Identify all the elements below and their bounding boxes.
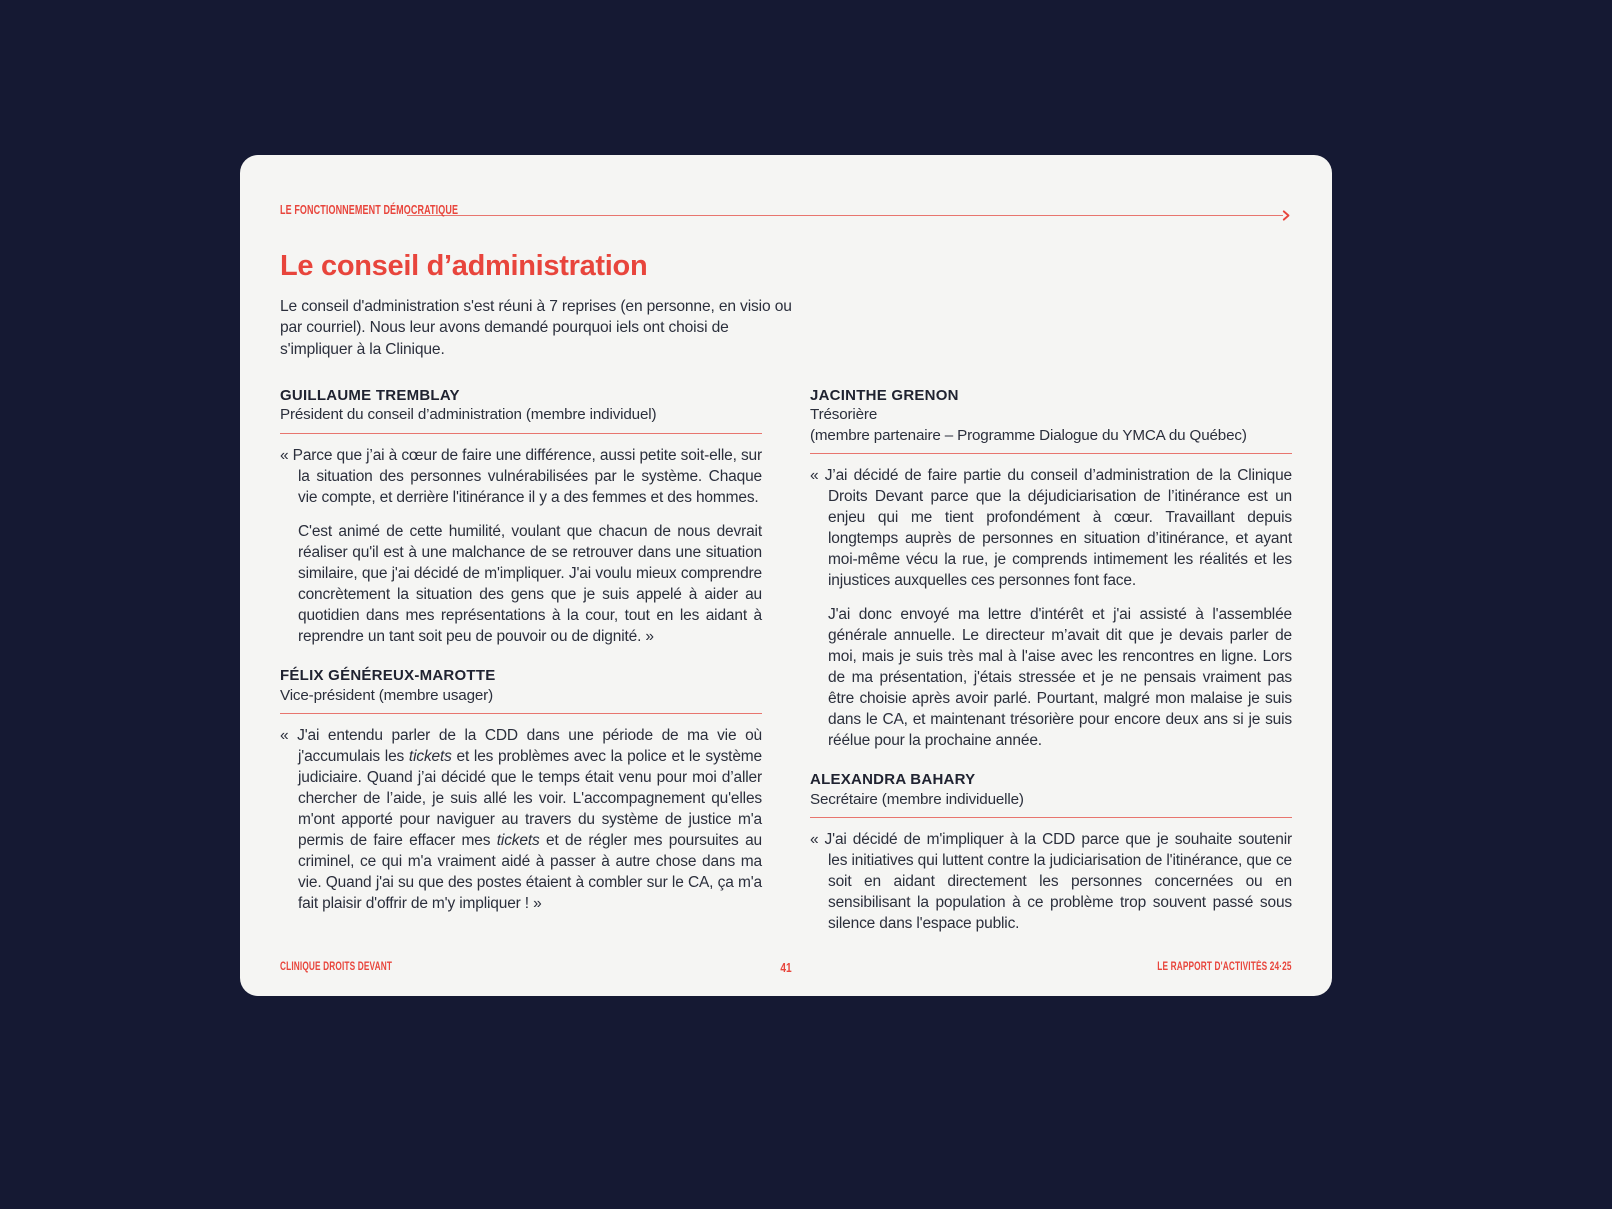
page-number: 41 — [780, 959, 792, 975]
person-block — [280, 386, 762, 647]
person-divider — [280, 713, 762, 714]
page-footer — [280, 938, 1292, 996]
quote-paragraph: « J'ai entendu parler de la CDD dans une période de ma vie où j'accumulais les tickets et les problèmes avec la police et le système judiciaire. Quand j’ai décidé que le temps était venu pour moi d’aller chercher de l’aide, je suis allé les voir. L'accompagnement qu'elles m'ont apporté pour naviguer au travers du système de justice m'a permis de faire effacer mes tickets et de régler mes poursuites au criminel, ce qui m'a vraiment aidé à passer à autre chose dans ma vie. Quand j'ai su que des postes étaient à combler sur le CA, ça m'a fait plaisir d'offrir de m'y impliquer ! » — [280, 727, 762, 913]
person-role: Trésorière (membre partenaire – Programme Dialogue du YMCA du Québec) — [810, 406, 1247, 444]
spacer — [810, 755, 1292, 770]
person-role: Secrétaire (membre individuelle) — [810, 790, 1024, 808]
quote-paragraph: « J’ai décidé de faire partie du conseil d’administration de la Clinique Droits Devant parce que la déjudiciarisation de l’itinérance est un enjeu qui me tient profondément à cœur. Travaillant depuis longtemps auprès de personnes en situation d’itinérance, et ayant moi-même vécu la rue, je comprends intimement les réalités et les injustices auxquelles ces personnes font face. — [810, 467, 1292, 590]
footer-publication: LE RAPPORT D'ACTIVITÉS 24·25 — [1157, 961, 1292, 974]
page-title: Le conseil d’administration — [280, 250, 648, 282]
person-name: FÉLIX GÉNÉREUX-MAROTTE — [280, 667, 496, 685]
person-name: ALEXANDRA BAHARY — [810, 771, 976, 789]
quote-paragraph: C'est animé de cette humilité, voulant que chacun de nous devrait réaliser qu'il est à une malchance de se retrouver dans une situation similaire, que j'ai décidé de m'impliquer. J'ai voulu mieux comprendre concrètement la situation des gens que je suis appelé à aider au quotidien dans mes représentations à la cour, tout en les aidant à reprendre un tant soit peu de pouvoir ou de dignité. » — [298, 523, 762, 646]
section-kicker-label: LE FONCTIONNEMENT DÉMOCRATIQUE — [280, 202, 459, 217]
kicker-rule — [407, 215, 1283, 216]
footer-organization: CLINIQUE DROITS DEVANT — [280, 961, 393, 974]
left-column — [280, 386, 762, 938]
person-block — [810, 386, 1292, 751]
quote-paragraph: « J'ai décidé de m'impliquer à la CDD parce que je souhaite soutenir les initiatives qui luttent contre la judiciarisation de l'itinérance, que ce soit en aidant directement les personnes concernées ou en sensibilisant la population à ce problème trop souvent passé sous silence dans l'espace public. — [810, 831, 1292, 933]
quote-paragraph: « Parce que j’ai à cœur de faire une différence, aussi petite soit-elle, sur la situation des personnes vulnérabilisées par le système. Chaque vie compte, et derrière l'itinérance il y a des femmes et des hommes. — [280, 447, 762, 507]
intro-paragraph: Le conseil d'administration s'est réuni à 7 reprises (en personne, en visio ou par courriel). Nous leur avons demandé pourquoi iels ont choisi de s'impliquer à la Clinique. — [280, 297, 792, 358]
content-columns — [280, 386, 1292, 938]
spacer — [280, 651, 762, 666]
document-page — [240, 155, 1332, 996]
person-name: GUILLAUME TREMBLAY — [280, 386, 460, 404]
person-divider — [810, 453, 1292, 454]
person-divider — [280, 433, 762, 434]
person-name: JACINTHE GRENON — [810, 386, 959, 404]
quote-paragraph: J'ai donc envoyé ma lettre d'intérêt et j'ai assisté à l'assemblée générale annuelle. Le directeur m’avait dit que je devais parler de moi, mais je suis très mal à l'aise avec les rencontres en ligne. Lors de ma présentation, j'étais stressée et je ne pensais vraiment pas être choisie après avoir parlé. Pourtant, malgré mon malaise je suis dans le CA, et maintenant trésorière pour encore deux ans si je suis réélue pour la prochaine année. — [828, 606, 1292, 750]
right-column — [810, 386, 1292, 938]
kicker-rule-wrap — [407, 210, 1292, 221]
person-block — [280, 666, 762, 914]
chevron-right-icon — [1281, 210, 1292, 221]
person-block — [810, 770, 1292, 934]
section-kicker-row — [280, 201, 1292, 221]
person-role: Président du conseil d’administration (membre individuel) — [280, 406, 657, 424]
person-role: Vice-président (membre usager) — [280, 686, 493, 704]
person-divider — [810, 817, 1292, 818]
